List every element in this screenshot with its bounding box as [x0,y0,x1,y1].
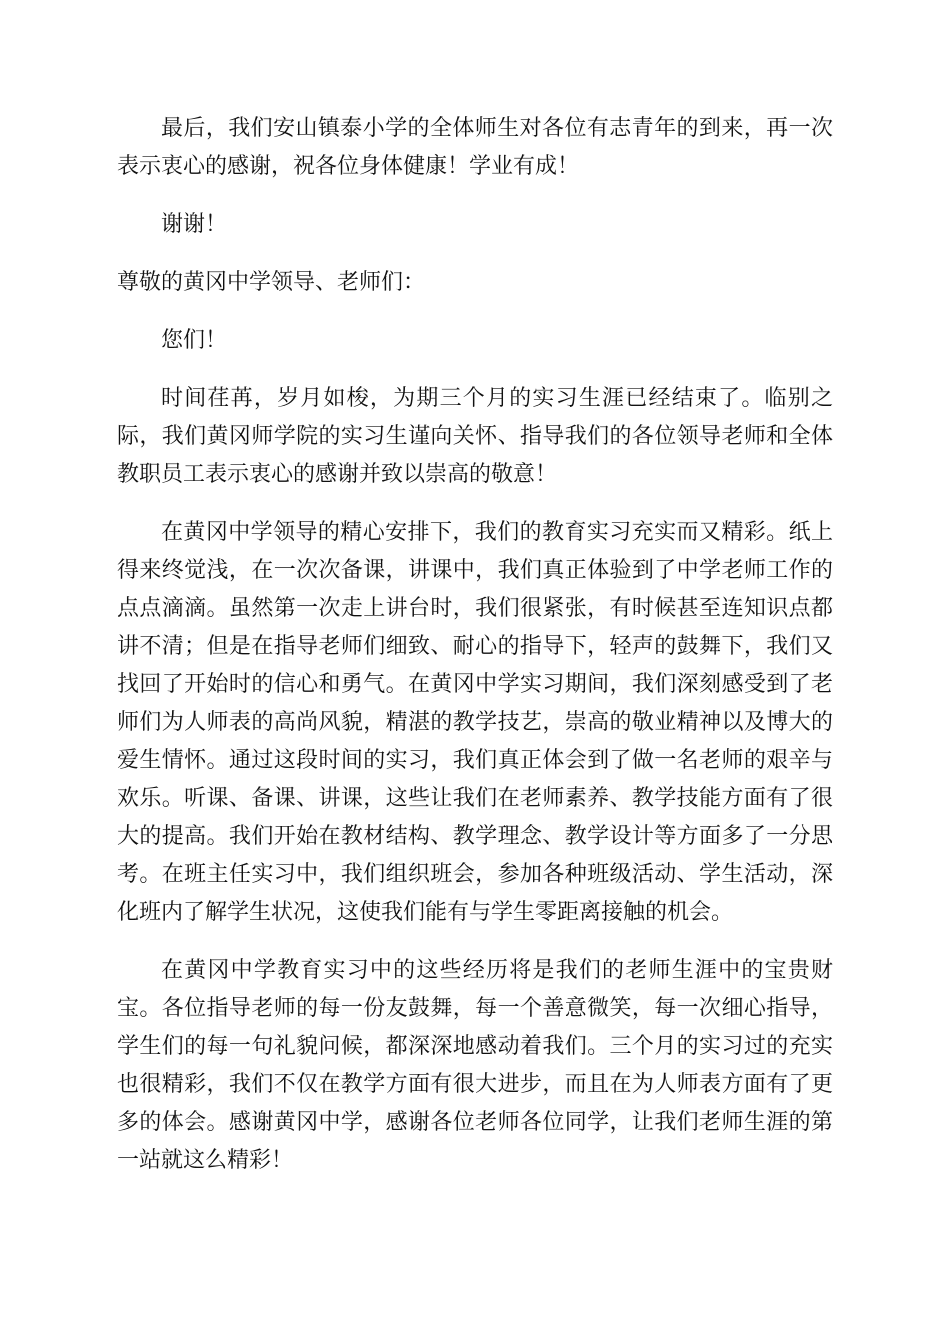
paragraph-thank-you: 谢谢！ [161,212,228,237]
paragraph-salutation: 尊敬的黄冈中学领导、老师们： [117,270,426,295]
paragraph-closing-thanks: 最后，我们安山镇泰小学的全体师生对各位有志青年的到来，再一次表示衷心的感谢，祝各位身体健康！学业有成！ [117,116,833,179]
paragraph-gratitude: 在黄冈中学教育实习中的这些经历将是我们的老师生涯中的宝贵财宝。各位指导老师的每一份友鼓舞，每一个善意微笑，每一次细心指导，学生们的每一句礼貌问候，都深深地感动着我们。三个月的实习过的充实也很精彩，我们不仅在教学方面有很大进步，而且在为人师表方面有了更多的体会。感谢黄冈中学，感谢各位老师各位同学，让我们老师生涯的第一站就这么精彩！ [117,958,833,1173]
paragraph-farewell: 时间荏苒，岁月如梭，为期三个月的实习生涯已经结束了。临别之际，我们黄冈师学院的实习生谨向关怀、指导我们的各位领导老师和全体教职员工表示衷心的感谢并致以崇高的敬意！ [117,386,833,487]
paragraph-experience: 在黄冈中学领导的精心安排下，我们的教育实习充实而又精彩。纸上得来终觉浅，在一次次备课，讲课中，我们真正体验到了中学老师工作的点点滴滴。虽然第一次走上讲台时，我们很紧张，有时候甚至连知识点都讲不清；但是在指导老师们细致、耐心的指导下，轻声的鼓舞下，我们又找回了开始时的信心和勇气。在黄冈中学实习期间，我们深刻感受到了老师们为人师表的高尚风貌，精湛的教学技艺，崇高的敬业精神以及博大的爱生情怀。通过这段时间的实习，我们真正体会到了做一名老师的艰辛与欢乐。听课、备课、讲课，这些让我们在老师素养、教学技能方面有了很大的提高。我们开始在教材结构、教学理念、教学设计等方面多了一分思考。在班主任实习中，我们组织班会，参加各种班级活动、学生活动，深化班内了解学生状况，这使我们能有与学生零距离接触的机会。 [117,520,833,925]
paragraph-greeting: 您们！ [161,328,228,353]
document-page [117,110,833,1200]
